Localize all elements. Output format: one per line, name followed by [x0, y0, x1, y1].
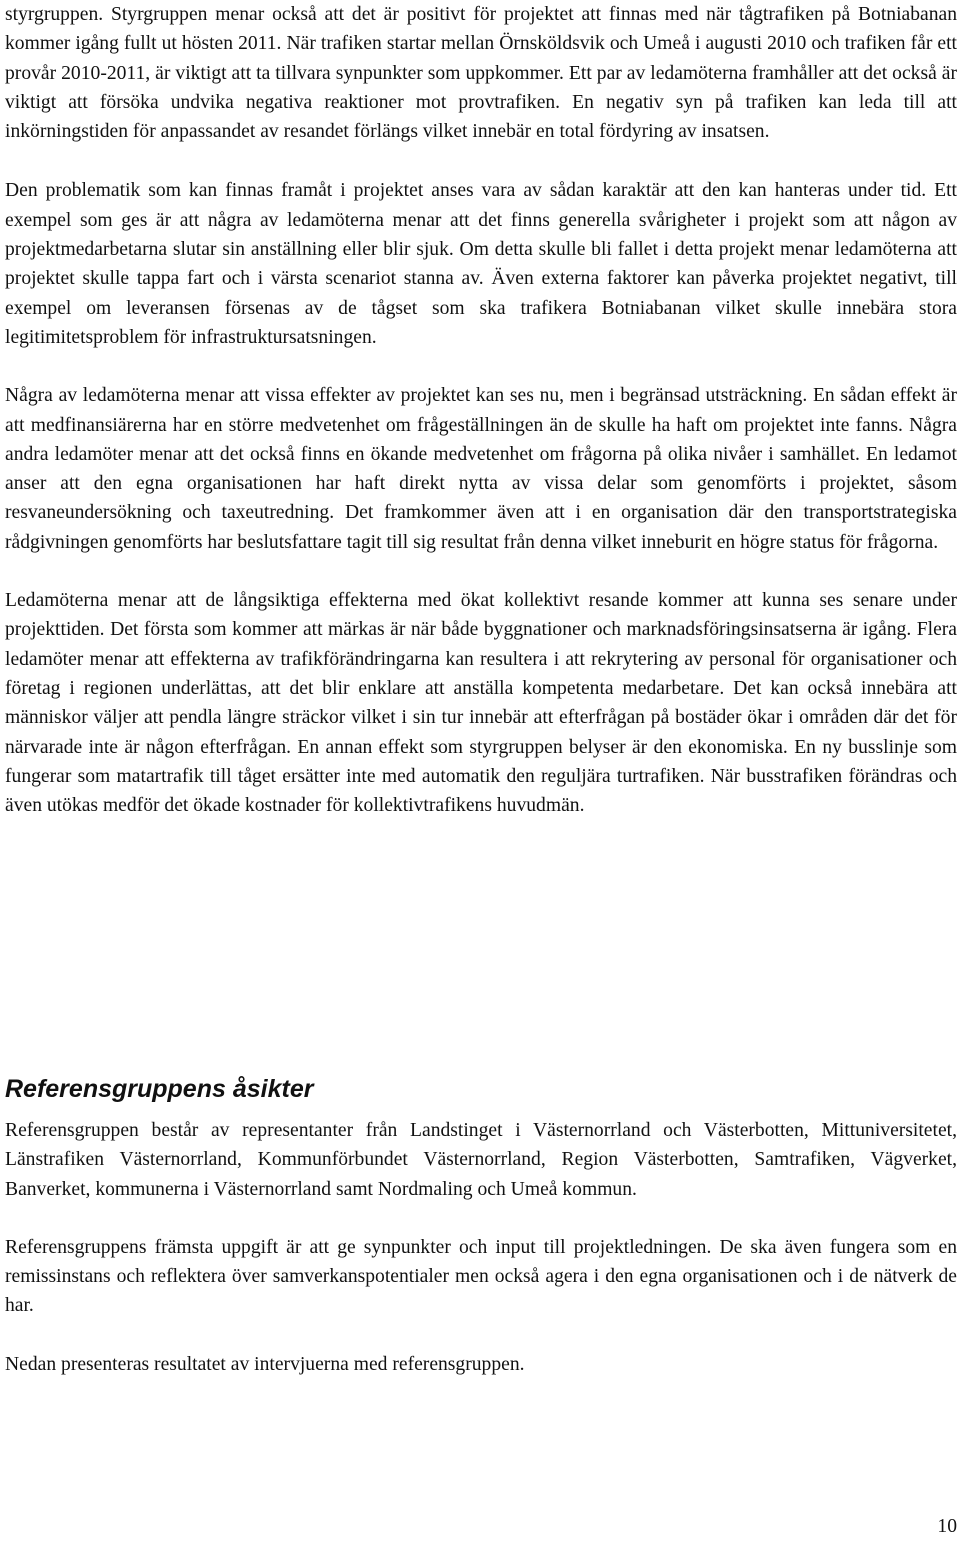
paragraph-styrgruppen-positive: styrgruppen. Styrgruppen menar också att det är positivt för projektet att finnas med när tågtrafiken på Botniabanan kommer igång fullt ut hösten 2011. När trafiken startar mellan Örnsköldsvik och Umeå i augusti 2010 och trafiken får ett provår 2010-2011, är viktigt att ta tillvara synpunkter som uppkommer. Ett par av ledamöterna framhåller att det också är viktigt att försöka undvika negativa reaktioner mot provtrafiken. En negativ syn på trafiken kan leda till att inkörningstiden för anpassandet av resandet förlängs vilket innebär en total fördyring av insatsen.: [5, 4, 957, 143]
paragraph-referensgruppen-task: Referensgruppens främsta uppgift är att ge synpunkter och input till projektledningen. De ska även fungera som en remissinstans och reflektera över samverkanspotentialer men också agera i den egna organisationen och i de nätverk de har.: [5, 1236, 957, 1317]
paragraph-results-intro: Nedan presenteras resultatet av intervjuerna med referensgruppen.: [5, 1353, 525, 1375]
paragraph-langsiktiga-effekter: Ledamöterna menar att de långsiktiga effekterna med ökat kollektivt resande kommer att kunna ses senare under projekttiden. Det första som kommer att märkas är när både byggnationer och marknadsföringsinsatserna är igång. Flera ledamöter menar att effekterna av trafikförändringarna kan resultera i att rekrytering av personal för organisationer och företag i regionen underlättas, att det blir enklare att anställa kompetenta medarbetare. Det kan också innebära att människor väljer att pendla längre sträckor vilket i sin tur innebär att efterfrågan på bostäder ökar i områden där det för närvarade inte är någon efterfrågan. En annan effekt som styrgruppen belyser är den ekonomiska. En ny busslinje som fungerar som matartrafik till tåget ersätter inte med automatik den reguljära turtrafiken. När busstrafiken förändras och även utökas medför det ökade kostnader för kollektivtrafikens huvudmän.: [5, 590, 957, 817]
section-heading: Referensgruppens åsikter: [5, 1075, 314, 1103]
paragraph-effekter-nu: Några av ledamöterna menar att vissa effekter av projektet kan ses nu, men i begränsad utsträckning. En sådan effekt är att medfinansiärerna har en större medvetenhet om frågeställningen än de skulle ha haft om projektet inte fanns. Några andra ledamöter menar att det också finns en ökande medvetenhet om frågorna på olika nivåer i samhället. En ledamot anser att den egna organisationen har haft direkt nytta av vissa delar som genomförts i projektet, såsom resvaneundersökning och taxeutredning. Det framkommer även att i en organisation där den transportstrategiska rådgivningen genomförts har beslutsfattare tagit till sig resultat från denna vilket inneburit en högre status för frågorna.: [5, 385, 957, 553]
paragraph-referensgruppen-members: Referensgruppen består av representanter från Landstinget i Västernorrland och Västerbotten, Mittuniversitetet, Länstrafiken Västernorrland, Kommunförbundet Västernorrland, Region Västerbotten, Samtrafiken, Vägverket, Banverket, kommunerna i Västernorrland samt Nordmaling och Umeå kommun.: [5, 1120, 957, 1200]
paragraph-problematik: Den problematik som kan finnas framåt i projektet anses vara av sådan karaktär att den kan hanteras under tid. Ett exempel som ges är att några av ledamöterna menar att det finns generella svårigheter i projekt som att någon av projektmedarbetarna slutar sin anställning eller blir sjuk. Om detta skulle bli fallet i detta projekt menar ledamöterna att projektet skulle tappa fart och i värsta scenariot stanna av. Även externa faktorer kan påverka projektet negativt, till exempel om leveransen försenas av de tågset som ska trafikera Botniabanan vilket skulle innebära stora legitimitetsproblem för infrastruktursatsningen.: [5, 180, 957, 348]
page-number: 10: [937, 1516, 957, 1537]
document-page: [5, 0, 957, 1375]
section-body: [5, 1116, 957, 1379]
